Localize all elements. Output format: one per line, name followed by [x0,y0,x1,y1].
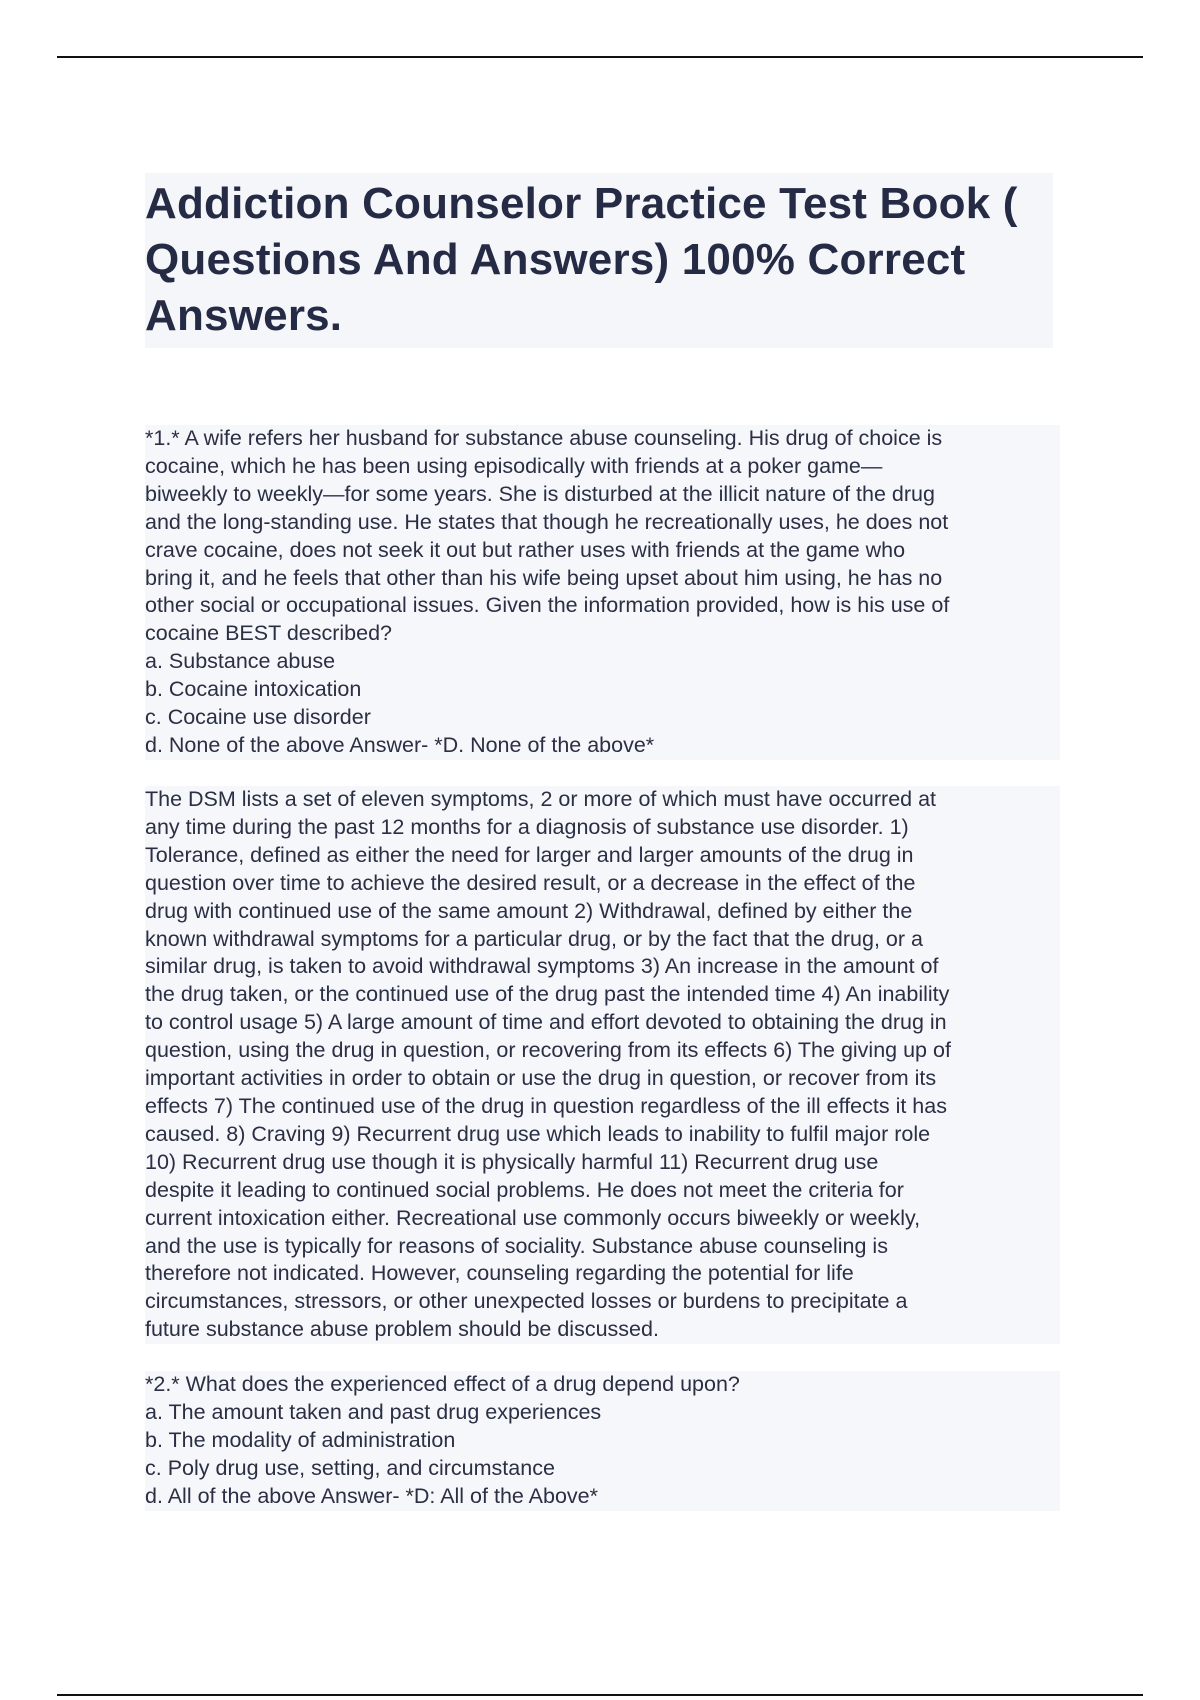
top-rule [57,56,1143,58]
question-1 [145,425,1060,760]
text-line: a. Substance abuse [145,648,1060,676]
text-line: c. Poly drug use, setting, and circumstance [145,1455,1060,1483]
text-line: and the long-standing use. He states that though he recreationally uses, he does not [145,509,1060,537]
text-line: question over time to achieve the desired result, or a decrease in the effect of the [145,870,1060,898]
text-line: d. All of the above Answer- *D: All of the Above* [145,1483,1060,1511]
text-line: crave cocaine, does not seek it out but rather uses with friends at the game who [145,537,1060,565]
text-line: b. Cocaine intoxication [145,676,1060,704]
text-line: 10) Recurrent drug use though it is physically harmful 11) Recurrent drug use [145,1149,1060,1177]
text-line: drug with continued use of the same amount 2) Withdrawal, defined by either the [145,898,1060,926]
text-line: future substance abuse problem should be discussed. [145,1316,1060,1344]
text-line: *1.* A wife refers her husband for substance abuse counseling. His drug of choice is [145,425,1060,453]
text-line: cocaine BEST described? [145,620,1060,648]
text-line: bring it, and he feels that other than his wife being upset about him using, he has no [145,565,1060,593]
text-line: current intoxication either. Recreational use commonly occurs biweekly or weekly, [145,1205,1060,1233]
text-line: effects 7) The continued use of the drug in question regardless of the ill effects it has [145,1093,1060,1121]
text-line: known withdrawal symptoms for a particular drug, or by the fact that the drug, or a [145,926,1060,954]
text-line: important activities in order to obtain or use the drug in question, or recover from its [145,1065,1060,1093]
text-line: caused. 8) Craving 9) Recurrent drug use which leads to inability to fulfil major role [145,1121,1060,1149]
text-line: therefore not indicated. However, counseling regarding the potential for life [145,1260,1060,1288]
text-line: The DSM lists a set of eleven symptoms, 2 or more of which must have occurred at [145,786,1060,814]
bottom-rule [57,1694,1143,1696]
text-line: similar drug, is taken to avoid withdrawal symptoms 3) An increase in the amount of [145,953,1060,981]
text-line: the drug taken, or the continued use of the drug past the intended time 4) An inability [145,981,1060,1009]
text-line: despite it leading to continued social problems. He does not meet the criteria for [145,1177,1060,1205]
text-line: b. The modality of administration [145,1427,1060,1455]
text-line: circumstances, stressors, or other unexpected losses or burdens to precipitate a [145,1288,1060,1316]
text-line: biweekly to weekly—for some years. She is disturbed at the illicit nature of the drug [145,481,1060,509]
text-line: *2.* What does the experienced effect of a drug depend upon? [145,1371,1060,1399]
text-line: any time during the past 12 months for a diagnosis of substance use disorder. 1) [145,814,1060,842]
text-line: a. The amount taken and past drug experiences [145,1399,1060,1427]
question-2 [145,1371,1060,1511]
text-line: to control usage 5) A large amount of time and effort devoted to obtaining the drug in [145,1009,1060,1037]
text-line: c. Cocaine use disorder [145,704,1060,732]
text-line: cocaine, which he has been using episodically with friends at a poker game— [145,453,1060,481]
text-line: and the use is typically for reasons of sociality. Substance abuse counseling is [145,1233,1060,1261]
text-line: other social or occupational issues. Given the information provided, how is his use of [145,592,1060,620]
text-line: Tolerance, defined as either the need for larger and larger amounts of the drug in [145,842,1060,870]
document-title: Addiction Counselor Practice Test Book ( Questions And Answers) 100% Correct Answers. [145,173,1053,348]
text-line: d. None of the above Answer- *D. None of the above* [145,732,1060,760]
explanation-1 [145,786,1060,1344]
text-line: question, using the drug in question, or recovering from its effects 6) The giving up of [145,1037,1060,1065]
